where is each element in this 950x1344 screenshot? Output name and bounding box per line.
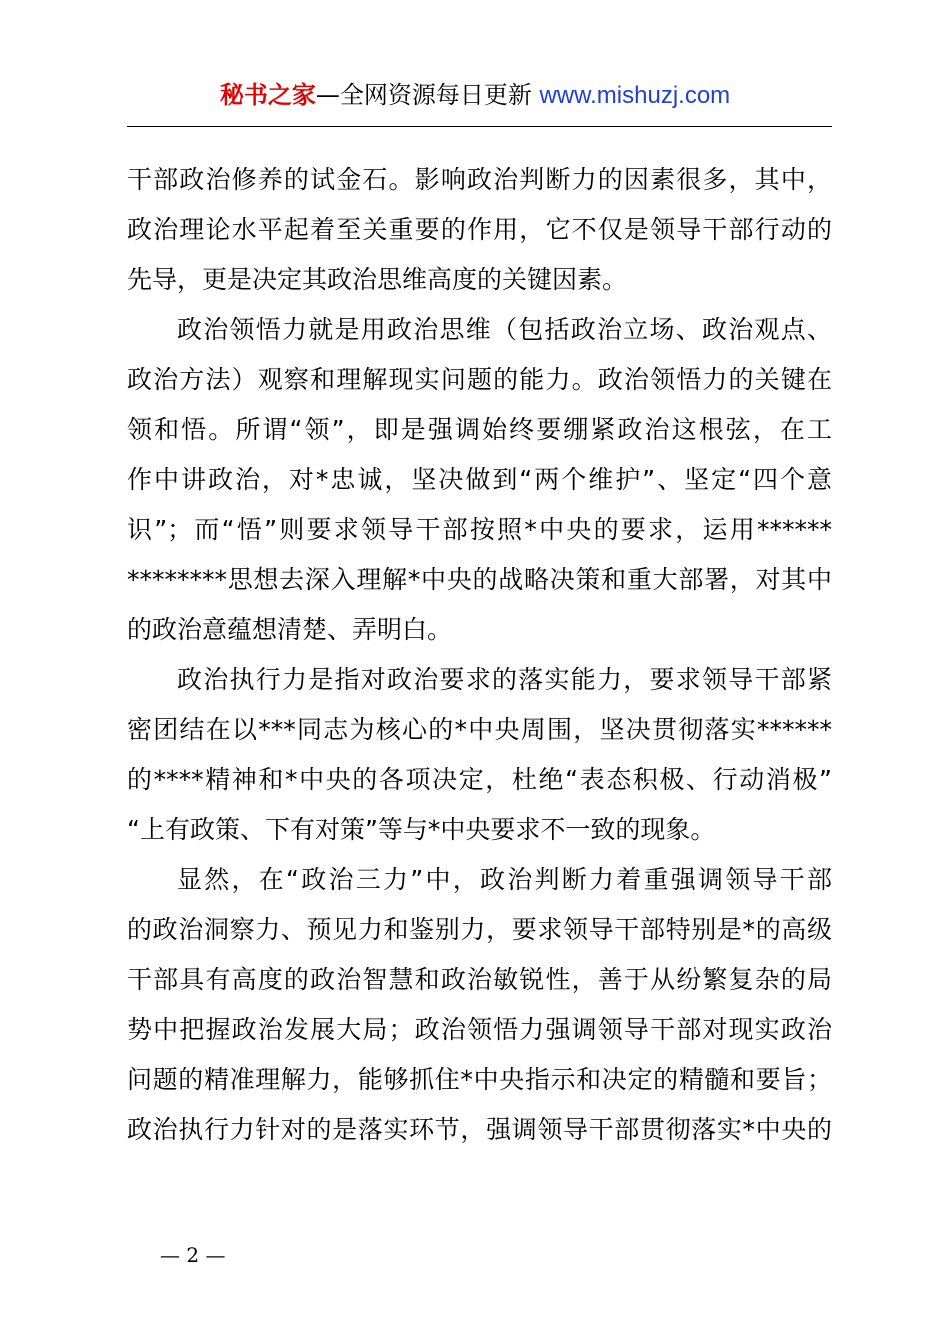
body-line: 的政治意蕴想清楚、弄明白。	[127, 615, 453, 644]
body-line: 政治执行力针对的是落实环节，强调领导干部贯彻落实*中央的	[127, 1115, 832, 1144]
body-line: 的****精神和*中央的各项决定，杜绝“表态积极、行动消极”	[127, 765, 832, 794]
body-line: 领和悟。所谓“领”，即是强调始终要绷紧政治这根弦，在工	[127, 415, 832, 444]
header-tagline: —全网资源每日更新	[315, 81, 540, 109]
header-divider	[127, 126, 832, 127]
body-line: 政治方法）观察和理解现实问题的能力。政治领悟力的关键在	[127, 365, 832, 394]
header-url-link[interactable]: www.mishuzj.com	[539, 82, 731, 109]
body-line: 识”；而“悟”则要求领导干部按照*中央的要求，运用******	[127, 515, 832, 544]
body-line: 问题的精准理解力，能够抓住*中央指示和决定的精髓和要旨；	[127, 1065, 832, 1094]
body-line: 干部政治修养的试金石。影响政治判断力的因素很多，其中，	[127, 165, 832, 194]
body-line: 政治理论水平起着至关重要的作用，它不仅是领导干部行动的	[127, 215, 832, 244]
body-line: 干部具有高度的政治智慧和政治敏锐性，善于从纷繁复杂的局	[127, 965, 832, 994]
body-line: “上有政策、下有对策”等与*中央要求不一致的现象。	[127, 815, 716, 844]
body-line: 势中把握政治发展大局；政治领悟力强调领导干部对现实政治	[127, 1015, 832, 1044]
page-header	[0, 78, 950, 113]
paragraph-start-line: 显然，在“政治三力”中，政治判断力着重强调领导干部	[177, 865, 832, 894]
body-line: ********思想去深入理解*中央的战略决策和重大部署，对其中	[127, 565, 832, 594]
page-number: — 2 —	[160, 1243, 226, 1267]
body-line: 的政治洞察力、预见力和鉴别力，要求领导干部特别是*的高级	[127, 915, 832, 944]
header-brand: 秘书之家	[219, 81, 316, 109]
document-body	[127, 155, 832, 1155]
body-line: 密团结在以***同志为核心的*中央周围，坚决贯彻落实******	[127, 715, 832, 744]
paragraph-start-line: 政治领悟力就是用政治思维（包括政治立场、政治观点、	[177, 315, 832, 344]
paragraph-start-line: 政治执行力是指对政治要求的落实能力，要求领导干部紧	[177, 665, 832, 694]
body-line: 先导，更是决定其政治思维高度的关键因素。	[127, 265, 628, 294]
body-line: 作中讲政治，对*忠诚，坚决做到“两个维护”、坚定“四个意	[127, 465, 832, 494]
